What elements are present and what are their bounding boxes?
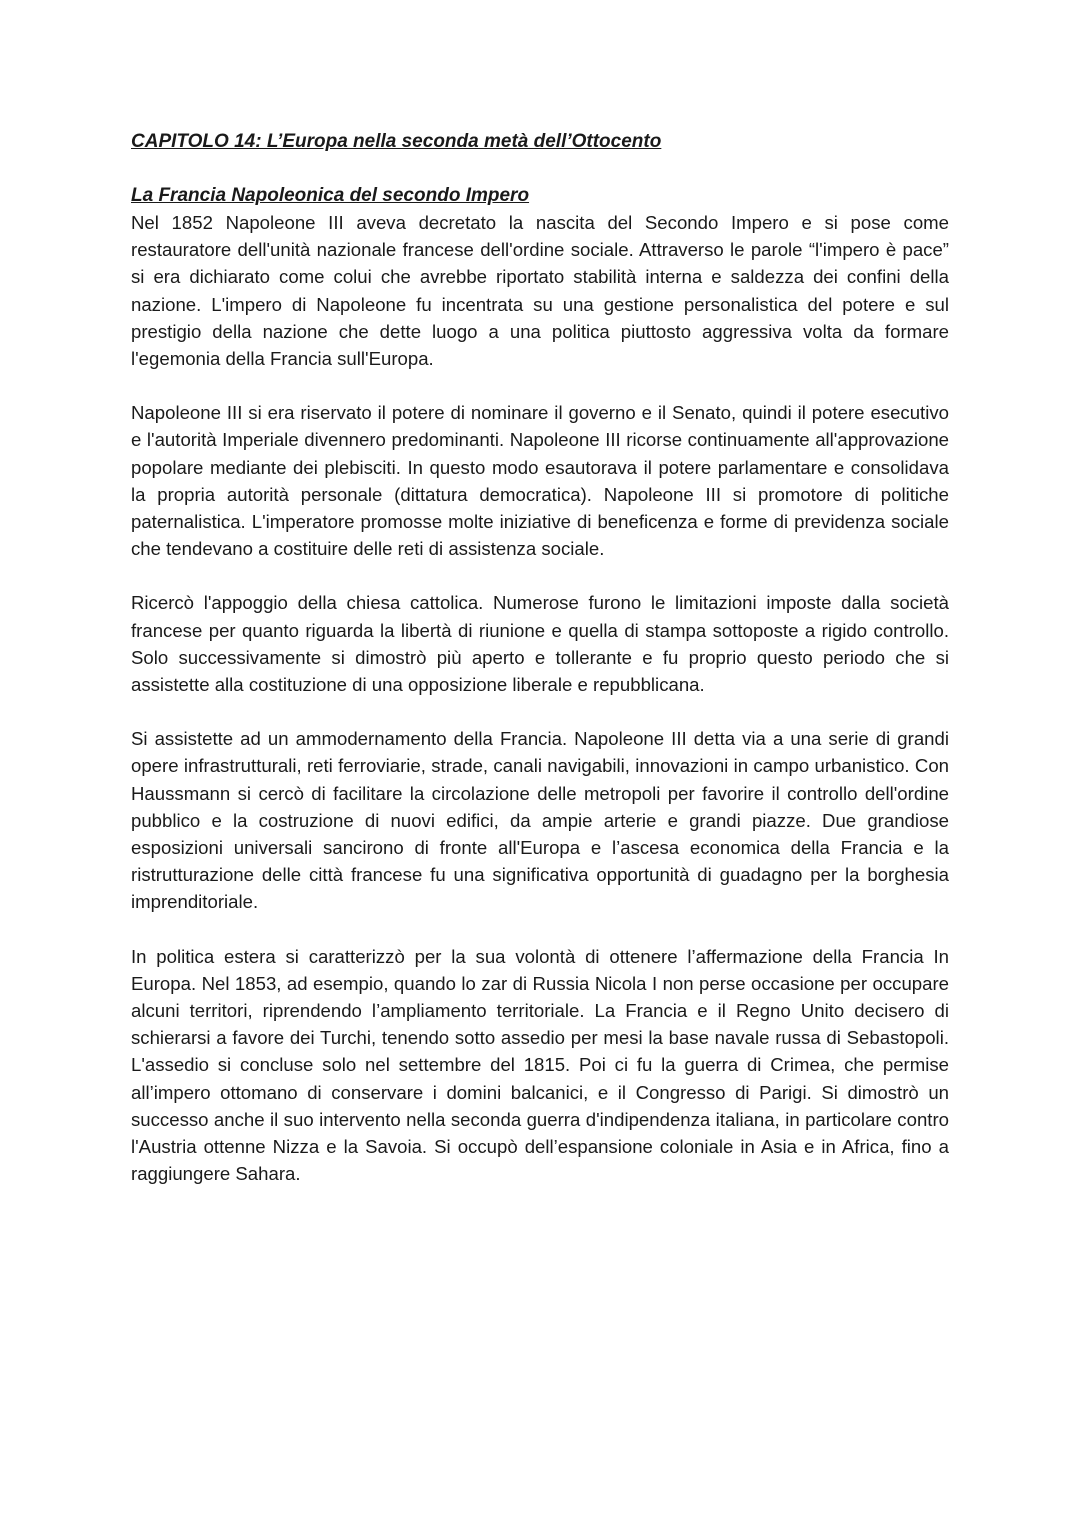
section-title: La Francia Napoleonica del secondo Impero [131,185,530,206]
paragraph-1: Nel 1852 Napoleone III aveva decretato la nascita del Secondo Impero e si pose come restauratore dell'unità nazionale francese dell'ordine sociale. Attraverso le parole “l'impero è pace” si era dichiarato come colui che avrebbe riportato stabilità interna e saldezza dei confini della nazione. L'impero di Napoleone fu incentrata su una gestione personalistica del potere e sul prestigio della nazione che dette luogo a una politica piuttosto aggressiva volta da formare l'egemonia della Francia sull'Europa. [131,212,949,370]
paragraph-3: Ricercò l'appoggio della chiesa cattolica. Numerose furono le limitazioni imposte dalla società francese per quanto riguarda la libertà di riunione e quella di stampa sottoposte a rigido controllo. Solo successivamente si dimostrò più aperto e tollerante e fu proprio questo periodo che si assistette alla costituzione di una opposizione liberale e repubblicana. [131,592,949,696]
chapter-title: CAPITOLO 14: L’Europa nella seconda metà dell’Ottocento [131,131,662,152]
document-page [131,128,949,1215]
paragraph-2: Napoleone III si era riservato il potere di nominare il governo e il Senato, quindi il potere esecutivo e l'autorità Imperiale divennero predominanti. Napoleone III ricorse continuamente all'approvazione popolare mediante dei plebisciti. In questo modo esautorava il potere parlamentare e consolidava la propria autorità personale (dittatura democratica). Napoleone III si promotore di politiche paternalistica. L'imperatore promosse molte iniziative di beneficenza e forme di previdenza sociale che tendevano a costituire delle reti di assistenza sociale. [131,402,949,560]
paragraph-5: In politica estera si caratterizzò per la sua volontà di ottenere l’affermazione della Francia In Europa. Nel 1853, ad esempio, quando lo zar di Russia Nicola I non perse occasione per occupare alcuni territori, riprendendo l’ampliamento territoriale. La Francia e il Regno Unito decisero di schierarsi a favore dei Turchi, tenendo sotto assedio per mesi la base navale russa di Sebastopoli. L'assedio si concluse solo nel settembre del 1815. Poi ci fu la guerra di Crimea, che permise all’impero ottomano di conservare i domini balcanici, e il Congresso di Parigi. Si dimostrò un successo anche il suo intervento nella seconda guerra d'indipendenza italiana, in particolare contro l'Austria ottenne Nizza e la Savoia. Si occupò dell’espansione coloniale in Asia e in Africa, fino a raggiungere Sahara. [131,945,949,1185]
paragraph-4: Si assistette ad un ammodernamento della Francia. Napoleone III detta via a una serie di grandi opere infrastrutturali, reti ferroviarie, strade, canali navigabili, innovazioni in campo urbanistico. Con Haussmann si cercò di facilitare la circolazione delle metropoli per favorire il controllo dell'ordine pubblico e la costruzione di nuovi edifici, da ampie arterie e grandi piazze. Due grandiose esposizioni universali sancirono di fronte all'Europa e l’ascesa economica della Francia e la ristrutturazione delle città francese fu una significativa opportunità di guadagno per la borghesia imprenditoriale. [131,728,949,913]
